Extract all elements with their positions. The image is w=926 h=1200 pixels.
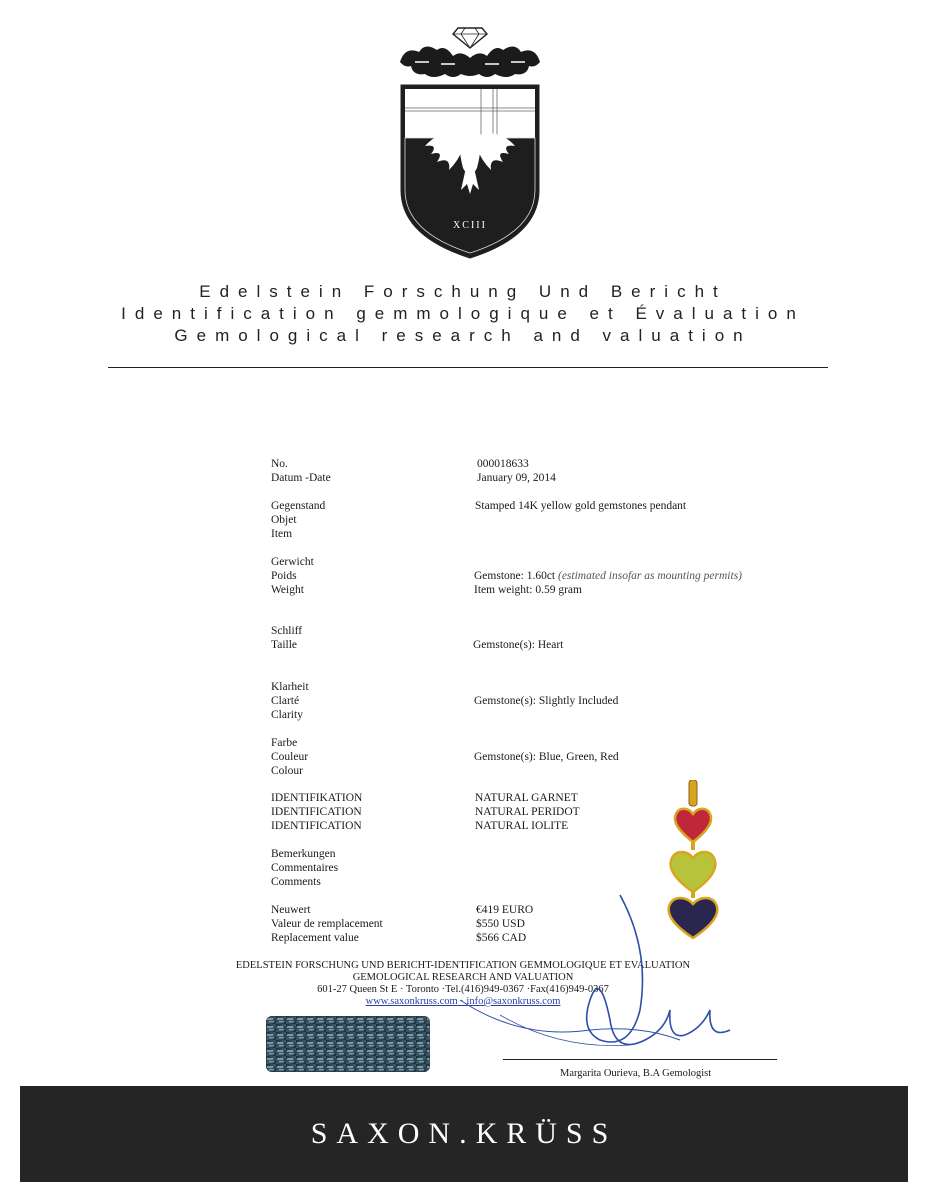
weight-label-en: Weight <box>271 584 304 596</box>
clarity-label-fr: Clarté <box>271 695 300 707</box>
colour-label-en: Colour <box>271 765 303 777</box>
value-label-fr: Valeur de remplacement <box>271 918 383 930</box>
gemologist-signature <box>440 890 750 1080</box>
footer-address: 601-27 Queen St E · Toronto ·Tel.(416)949-0367 ·Fax(416)949-0367 <box>317 984 609 995</box>
item-label-de: Gegenstand <box>271 500 326 512</box>
item-label-fr: Objet <box>271 514 297 526</box>
ident-label-fr: IDENTIFICATION <box>271 806 362 818</box>
title-german: Edelstein Forschung Und Bericht <box>199 282 727 301</box>
ident-label-en: IDENTIFICATION <box>271 820 362 832</box>
gemstone-weight-note: (estimated insofar as mounting permits) <box>558 570 742 582</box>
clarity-value: Gemstone(s): Slightly Included <box>474 695 619 707</box>
value-euro: €419 EURO <box>476 904 534 916</box>
crest-motto: XCIII <box>453 220 487 231</box>
report-number: 000018633 <box>477 458 529 470</box>
item-value: Stamped 14K yellow gold gemstones pendant <box>475 500 687 512</box>
cut-label-de: Schliff <box>271 625 303 637</box>
colour-value: Gemstone(s): Blue, Green, Red <box>474 751 619 763</box>
weight-label-de: Gerwicht <box>271 556 314 568</box>
signatory-name: Margarita Ourieva, B.A Gemologist <box>560 1068 712 1079</box>
cut-label-fr: Taille <box>271 639 298 651</box>
comments-label-fr: Commentaires <box>271 862 339 874</box>
clarity-label-en: Clarity <box>271 709 303 721</box>
title-french: Identification gemmologique et Évaluation <box>121 304 805 323</box>
date-label: Datum -Date <box>271 472 331 484</box>
comments-label-en: Comments <box>271 876 321 888</box>
weight-label-fr: Poids <box>271 570 297 582</box>
peridot-heart <box>671 852 716 892</box>
ident-iolite: NATURAL IOLITE <box>475 820 569 832</box>
ident-peridot: NATURAL PERIDOT <box>475 806 580 818</box>
ident-label-de: IDENTIFIKATION <box>271 792 363 804</box>
footer-line-1: EDELSTEIN FORSCHUNG UND BERICHT-IDENTIFICATION GEMMOLOGIQUE ET EVALUATION <box>235 960 691 971</box>
gemstone-weight-value: Gemstone: 1.60ct <box>474 570 556 582</box>
diamond-icon <box>453 28 487 48</box>
garnet-heart <box>675 809 711 842</box>
title-divider <box>108 367 828 368</box>
title-english: Gemological research and valuation <box>174 326 752 345</box>
value-label-en: Replacement value <box>271 932 359 944</box>
email-link[interactable]: info@saxonkruss.com <box>466 996 561 1007</box>
signature-line <box>503 1059 777 1060</box>
comments-label-de: Bemerkungen <box>271 848 336 860</box>
value-label-de: Neuwert <box>271 904 311 916</box>
colour-label-de: Farbe <box>271 737 298 749</box>
ident-garnet: NATURAL GARNET <box>475 792 578 804</box>
crest-emblem <box>395 22 545 262</box>
colour-label-fr: Couleur <box>271 751 309 763</box>
footer-line-2: GEMOLOGICAL RESEARCH AND VALUATION <box>352 972 574 983</box>
item-weight: Item weight: 0.59 gram <box>474 584 582 596</box>
gemstone-weight <box>474 569 742 583</box>
value-usd: $550 USD <box>476 918 525 930</box>
hologram-seal <box>266 1016 430 1072</box>
item-label-en: Item <box>271 528 293 540</box>
clarity-label-de: Klarheit <box>271 681 309 693</box>
report-date: January 09, 2014 <box>477 472 556 484</box>
cut-value: Gemstone(s): Heart <box>473 639 564 651</box>
brand-wordmark: SAXON.KRÜSS <box>310 1117 618 1150</box>
website-link[interactable]: www.saxonkruss.com <box>365 996 458 1007</box>
footer-links: www.saxonkruss.com · info@saxonkruss.com <box>365 996 561 1007</box>
value-cad: $566 CAD <box>476 932 527 944</box>
no-label: No. <box>271 458 288 470</box>
